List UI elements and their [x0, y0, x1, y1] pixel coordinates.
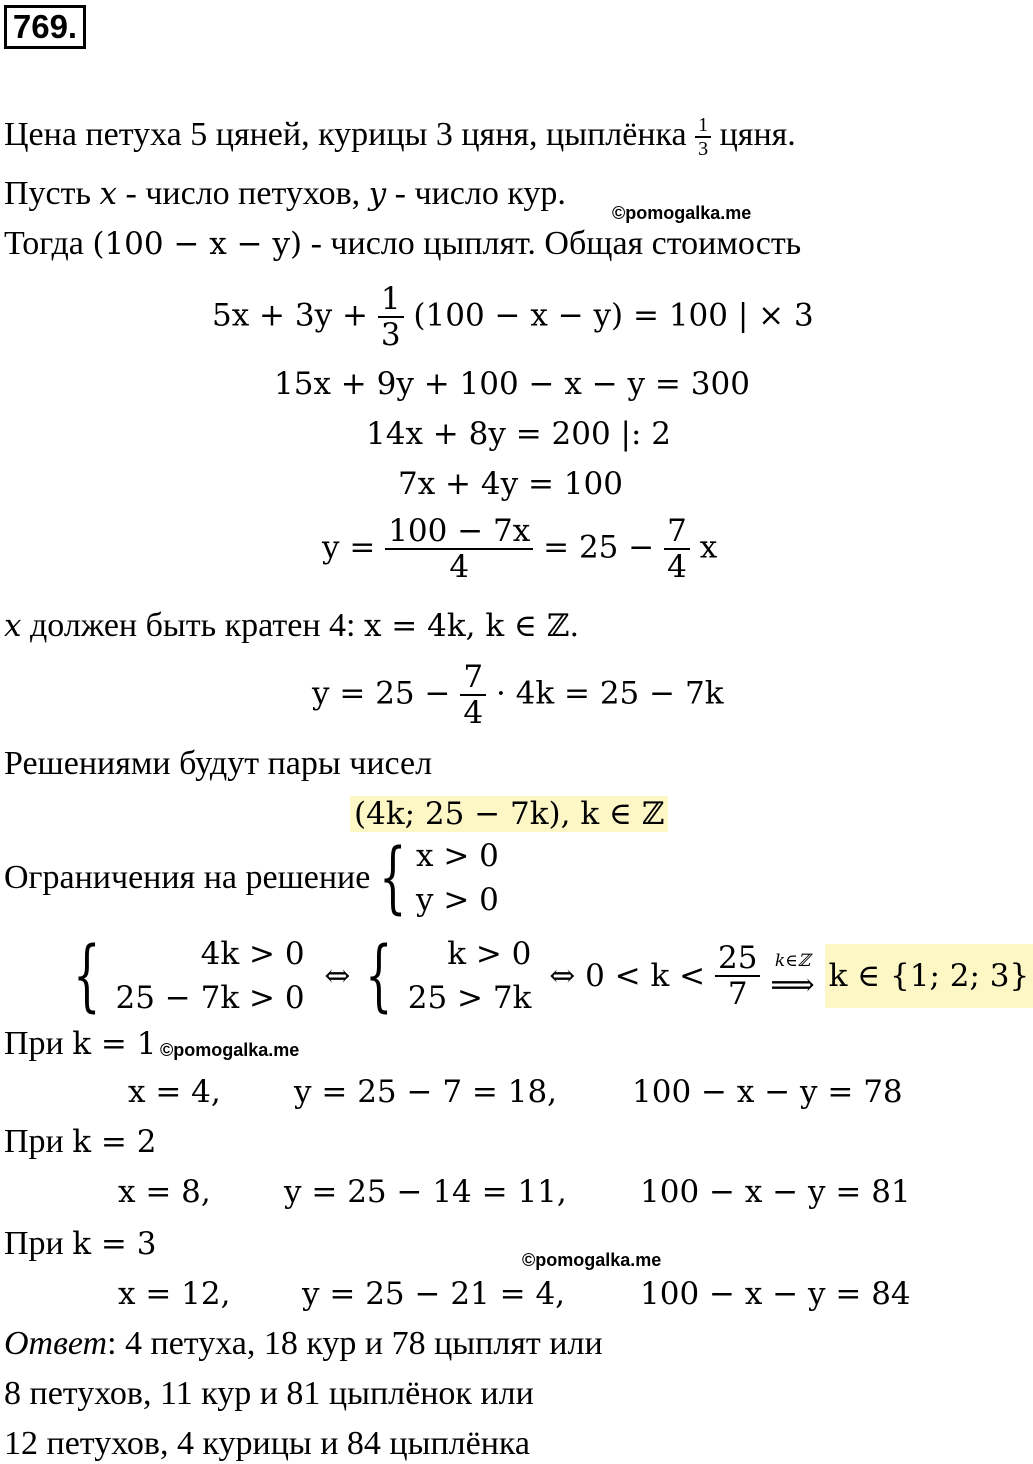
watermark: ©pomogalka.me [160, 1040, 300, 1060]
implies-arrow: k∈ℤ ⟹ [770, 951, 815, 1003]
case-k1-x: x = 4, [128, 1074, 221, 1110]
prices-tail: цяня. [719, 115, 796, 153]
line-prices [4, 114, 796, 160]
watermark: ©pomogalka.me [522, 1250, 662, 1270]
answer-line-1: Ответ: 4 петуха, 18 кур и 78 цыплят или [4, 1325, 603, 1362]
case-k3-label: При k = 3 [4, 1225, 157, 1262]
solutions-text: Решениями будут пары чисел [4, 745, 433, 782]
answer-line-2: 8 петухов, 11 кур и 81 цыплёнок или [4, 1375, 534, 1412]
case-k1-y: y = 25 − 7 = 18, [294, 1074, 558, 1110]
line-variables: Пусть x - число петухов, y - число кур. [4, 175, 566, 212]
k-result: k ∈ {1; 2; 3} [825, 944, 1033, 1008]
line-multiple-of-4: x должен быть кратен 4: x = 4k, k ∈ ℤ. [4, 607, 580, 644]
constraints-line: Ограничения на решение { x > 0 y > 0 [4, 833, 499, 923]
case-k1-chicks: 100 − x − y = 78 [632, 1074, 903, 1110]
system-line: { 4k > 0 25 − 7k > 0 ⇔ { k > 0 25 > 7k ⇔ 0 < k < $\frac{25}{7}$ k∈ℤ ⟹ k ∈ {1; 2; 3} [68, 932, 1033, 1020]
left-brace: { [73, 931, 101, 1021]
case-k3-y: y = 25 − 21 = 4, [302, 1276, 566, 1312]
equation-4: 7x + 4y = 100 [398, 466, 623, 502]
case-k3-x: x = 12, [118, 1276, 231, 1312]
equation-y-expression: y = $\frac{100 - 7x}{4}$ = 25 − $\frac{7}{4}$ x [322, 513, 718, 586]
fraction-one-third: $\frac{1}{3}$ [378, 282, 404, 352]
solutions-formula [350, 794, 668, 834]
fraction-100-minus-7x-over-4: $\frac{100 - 7x}{4}$ [385, 514, 533, 584]
equation-3: 14x + 8y = 200 |: 2 [366, 416, 672, 452]
equation-y-in-k: y = 25 − $\frac{7}{4}$ · 4k = 25 − 7k [312, 659, 724, 732]
left-brace: { [365, 931, 393, 1021]
case-k2-y: y = 25 − 14 = 11, [284, 1174, 567, 1210]
highlighted-solution: (4k; 25 − 7k), k ∈ ℤ [350, 796, 668, 832]
line-chicks: Тогда (100 − x − y) - число цыплят. Общая стоимость [4, 225, 802, 262]
case-k1-label: При k = 1 [4, 1025, 157, 1062]
case-k2-chicks: 100 − x − y = 81 [640, 1174, 911, 1210]
case-k2-label: При k = 2 [4, 1123, 157, 1160]
equation-total-cost: 5x + 3y + $\frac{1}{3}$ (100 − x − y) = 100 | × 3 [212, 281, 814, 354]
problem-number: 769. [4, 5, 86, 49]
case-k2-x: x = 8, [118, 1174, 211, 1210]
case-k3-chicks: 100 − x − y = 84 [640, 1276, 911, 1312]
answer-line-3: 12 петухов, 4 курицы и 84 цыплёнка [4, 1425, 531, 1462]
equation-2: 15x + 9y + 100 − x − y = 300 [274, 366, 750, 402]
fraction-one-third: $\frac{1}{3}$ [695, 114, 711, 160]
prices-text: Цена петуха 5 цяней, курицы 3 цяня, цыплёнка [4, 115, 687, 153]
fraction-25-over-7: $\frac{25}{7}$ [715, 941, 760, 1011]
fraction-7-over-4: $\frac{7}{4}$ [460, 660, 486, 730]
watermark: ©pomogalka.me [612, 203, 752, 223]
fraction-7-over-4: $\frac{7}{4}$ [664, 514, 690, 584]
constraints-system: x > 0 y > 0 [415, 838, 499, 918]
left-brace: { [379, 833, 407, 923]
